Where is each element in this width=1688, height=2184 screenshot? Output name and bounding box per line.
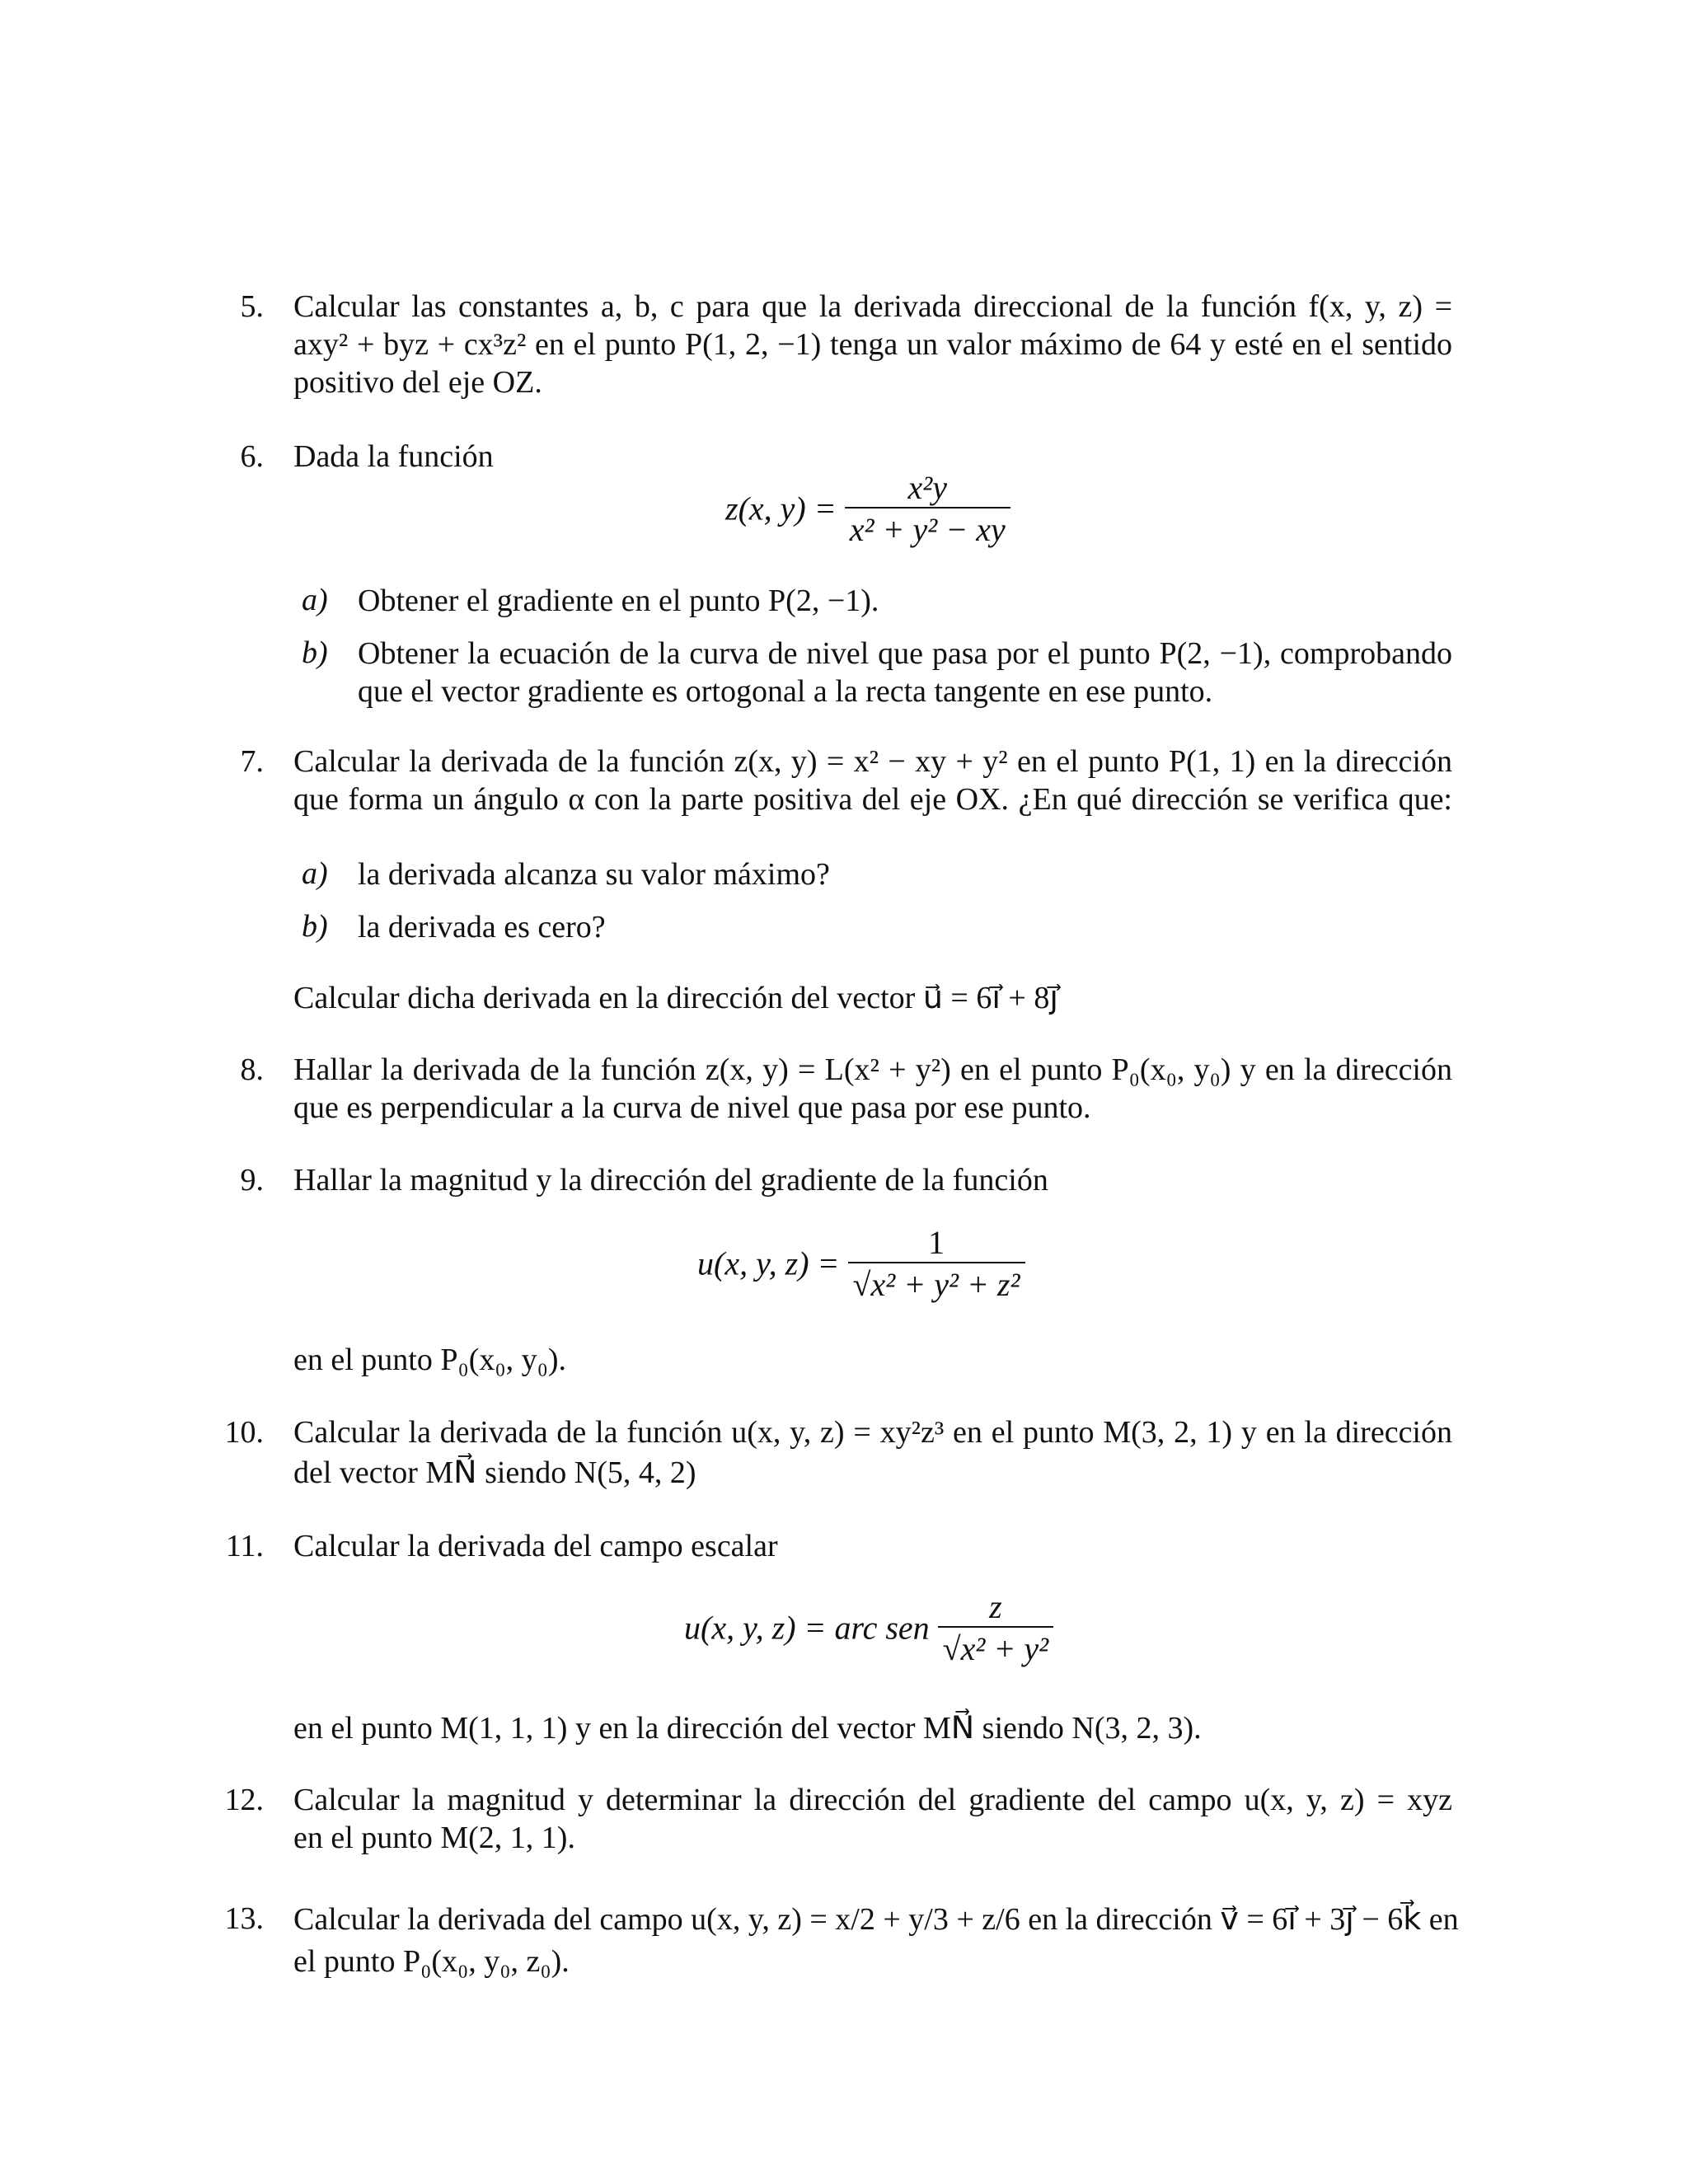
fraction-denominator: √x² + y² + z² bbox=[848, 1262, 1025, 1304]
problem-10-line-1: Calcular la derivada de la función u(x, y, z) = xy²z³ en el punto M(3, 2, 1) y en la dirección bbox=[293, 1415, 1452, 1450]
equation-fraction bbox=[848, 1223, 1025, 1304]
part-label: a) bbox=[302, 856, 328, 891]
problem-12-line-1: Calcular la magnitud y determinar la dirección del gradiente del campo u(x, y, z) = xyz bbox=[293, 1783, 1452, 1817]
equation-lhs: z(x, y) = bbox=[725, 490, 837, 527]
problem-13-line-1: Calcular la derivada del campo u(x, y, z) = x/2 + y/3 + z/6 en la dirección v⃗ = 6i⃗ + 3j⃗ − 6k⃗ en bbox=[293, 1902, 1459, 1937]
equation-fraction bbox=[845, 468, 1010, 549]
fraction-numerator: 1 bbox=[928, 1224, 945, 1261]
problem-10-line-2: del vector MN⃗ siendo N(5, 4, 2) bbox=[293, 1455, 696, 1490]
problem-number: 7. bbox=[240, 744, 264, 779]
fraction-numerator: x²y bbox=[907, 469, 947, 506]
problem-12-line-2: en el punto M(2, 1, 1). bbox=[293, 1821, 575, 1855]
problem-11-equation bbox=[684, 1587, 1053, 1668]
part-a-text: Obtener el gradiente en el punto P(2, −1). bbox=[358, 583, 879, 618]
problem-7-closing: Calcular dicha derivada en la dirección del vector u⃗ = 6i⃗ + 8j⃗ bbox=[293, 981, 1058, 1015]
problem-8-line-1: Hallar la derivada de la función z(x, y) = L(x² + y²) en el punto P₀(x₀, y₀) y en la dirección bbox=[293, 1052, 1452, 1087]
problem-number: 5. bbox=[240, 289, 264, 324]
problem-9-intro: Hallar la magnitud y la dirección del gradiente de la función bbox=[293, 1163, 1048, 1197]
problem-9-equation bbox=[697, 1223, 1025, 1304]
problem-6-equation bbox=[725, 468, 1010, 549]
equation-fraction bbox=[938, 1587, 1053, 1668]
problem-9-closing: en el punto P₀(x₀, y₀). bbox=[293, 1343, 567, 1377]
problem-number: 8. bbox=[240, 1052, 264, 1087]
fraction-denominator: √x² + y² bbox=[938, 1626, 1053, 1668]
problem-number: 6. bbox=[240, 439, 264, 474]
problem-11-closing: en el punto M(1, 1, 1) y en la dirección del vector MN⃗ siendo N(3, 2, 3). bbox=[293, 1711, 1202, 1746]
problem-number: 10. bbox=[224, 1415, 264, 1450]
problem-7-line-1: Calcular la derivada de la función z(x, y) = x² − xy + y² en el punto P(1, 1) en la dirección bbox=[293, 744, 1452, 779]
fraction-denominator: x² + y² − xy bbox=[845, 507, 1010, 549]
problem-5-line-2: axy² + byz + cx³z² en el punto P(1, 2, −1) tenga un valor máximo de 64 y esté en el sentido bbox=[293, 327, 1452, 362]
equation-lhs: u(x, y, z) = bbox=[697, 1244, 840, 1282]
part-b-line-2: que el vector gradiente es ortogonal a la recta tangente en ese punto. bbox=[358, 674, 1213, 709]
problem-7-line-2: que forma un ángulo α con la parte positiva del eje OX. ¿En qué dirección se verifica que: bbox=[293, 782, 1452, 817]
part-a-text: la derivada alcanza su valor máximo? bbox=[358, 857, 830, 892]
problem-6-intro: Dada la función bbox=[293, 439, 494, 474]
part-label: b) bbox=[302, 909, 328, 944]
fraction-numerator: z bbox=[989, 1588, 1002, 1625]
problem-5-line-1: Calcular las constantes a, b, c para que la derivada direccional de la función f(x, y, z) = bbox=[293, 289, 1452, 324]
problem-number: 13. bbox=[224, 1901, 264, 1936]
problem-13-line-2: el punto P₀(x₀, y₀, z₀). bbox=[293, 1944, 570, 1979]
problem-number: 9. bbox=[240, 1163, 264, 1197]
part-b-text: la derivada es cero? bbox=[358, 910, 606, 944]
problem-8-line-2: que es perpendicular a la curva de nivel que pasa por ese punto. bbox=[293, 1090, 1091, 1125]
equation-lhs: u(x, y, z) = arc sen bbox=[684, 1609, 930, 1647]
problem-11-intro: Calcular la derivada del campo escalar bbox=[293, 1529, 778, 1563]
part-b-line-1: Obtener la ecuación de la curva de nivel que pasa por el punto P(2, −1), comprobando bbox=[358, 636, 1452, 671]
part-label: b) bbox=[302, 635, 328, 670]
part-label: a) bbox=[302, 583, 328, 617]
problem-5-line-3: positivo del eje OZ. bbox=[293, 365, 542, 400]
problem-number: 11. bbox=[225, 1529, 264, 1563]
problem-number: 12. bbox=[224, 1783, 264, 1817]
